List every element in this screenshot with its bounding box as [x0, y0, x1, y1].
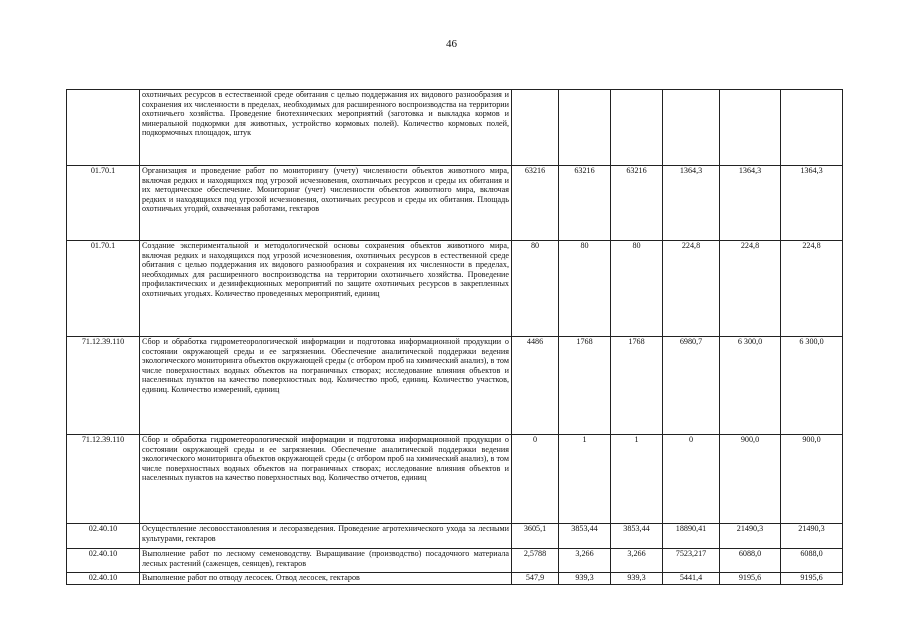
row-value-4: 6980,7 — [663, 337, 720, 435]
table-row — [67, 166, 843, 241]
row-value-6: 1364,3 — [781, 166, 843, 241]
row-value-3 — [611, 90, 663, 166]
row-value-1: 547,9 — [512, 573, 559, 585]
row-value-6 — [781, 90, 843, 166]
row-value-3: 3,266 — [611, 549, 663, 573]
row-value-3: 80 — [611, 241, 663, 337]
row-value-1: 63216 — [512, 166, 559, 241]
row-value-2 — [559, 90, 611, 166]
table-row — [67, 549, 843, 573]
row-code: 02.40.10 — [67, 524, 140, 549]
row-code: 02.40.10 — [67, 573, 140, 585]
row-code: 02.40.10 — [67, 549, 140, 573]
row-description: Выполнение работ по отводу лесосек. Отвод лесосек, гектаров — [140, 573, 512, 585]
row-value-2: 80 — [559, 241, 611, 337]
row-value-1: 0 — [512, 435, 559, 524]
row-value-5: 900,0 — [720, 435, 781, 524]
row-value-6: 9195,6 — [781, 573, 843, 585]
row-value-5: 1364,3 — [720, 166, 781, 241]
row-code: 71.12.39.110 — [67, 435, 140, 524]
row-value-5: 224,8 — [720, 241, 781, 337]
row-value-5: 9195,6 — [720, 573, 781, 585]
page-number: 46 — [446, 38, 457, 50]
row-value-4: 5441,4 — [663, 573, 720, 585]
row-value-2: 1768 — [559, 337, 611, 435]
row-description: охотничьих ресурсов в естественной среде обитания с целью поддержания их видового разнообразия и сохранения их численности в пределах, необходимых для расширенного воспроизводства на территории охотничьего хозяйства. Проведение биотехнических мероприятий (заготовка и выкладка кормов и минеральной подкормки для животных, устройство кормовых полей). Количество кормовых полей, подкормочных площадок, штук — [140, 90, 512, 166]
table-row — [67, 573, 843, 585]
row-value-5: 21490,3 — [720, 524, 781, 549]
table-row — [67, 337, 843, 435]
row-value-3: 1768 — [611, 337, 663, 435]
row-description: Сбор и обработка гидрометеорологической информации и подготовка информационной продукции о состоянии окружающей среды и ее загрязнении. Обеспечение аналитической поддержки ведения экологического мониторинга объектов окружающей среды (с отбором проб на химический анализ), в том числе поверхностных водных объектов на пограничных створах; исследование влияния объектов и населенных пунктов на качество поверхностных вод. Количество отчетов, единиц — [140, 435, 512, 524]
row-value-4: 1364,3 — [663, 166, 720, 241]
row-value-1: 3605,1 — [512, 524, 559, 549]
table-row — [67, 435, 843, 524]
row-value-2: 63216 — [559, 166, 611, 241]
row-value-6: 21490,3 — [781, 524, 843, 549]
row-value-1 — [512, 90, 559, 166]
row-value-6: 6 300,0 — [781, 337, 843, 435]
row-value-4: 7523,217 — [663, 549, 720, 573]
row-description: Создание экспериментальной и методологической основы сохранения объектов животного мира, включая редких и находящихся под угрозой исчезновения, охотничьих ресурсов в естественной среде обитания с целью поддержания их видового разнообразия и сохранения их численности в пределах, необходимых для расширенного воспроизводства на территории охотничьего хозяйства. Проведение профилактических и дезинфекционных мероприятий по защите охотничьих ресурсов в закрепленных охотничьих угодьях. Количество проведенных мероприятий, единиц — [140, 241, 512, 337]
row-value-2: 3,266 — [559, 549, 611, 573]
row-value-3: 939,3 — [611, 573, 663, 585]
row-value-2: 1 — [559, 435, 611, 524]
row-code: 71.12.39.110 — [67, 337, 140, 435]
table-row — [67, 241, 843, 337]
table-row — [67, 524, 843, 549]
row-description: Осуществление лесовосстановления и лесоразведения. Проведение агротехнического ухода за лесными культурами, гектаров — [140, 524, 512, 549]
row-value-1: 4486 — [512, 337, 559, 435]
row-value-3: 3853,44 — [611, 524, 663, 549]
row-code: 01.70.1 — [67, 241, 140, 337]
row-value-6: 224,8 — [781, 241, 843, 337]
row-description: Организация и проведение работ по мониторингу (учету) численности объектов животного мира, включая редких и находящихся под угрозой исчезновения, охотничьих ресурсов и среды их обитания и их методическое обеспечение. Мониторинг (учет) численности объектов животного мира, включая редких и находящихся под угрозой исчезновения, охотничьих ресурсов и среды их обитания. Площадь охотничьих угодий, охваченная работами, гектаров — [140, 166, 512, 241]
row-value-4 — [663, 90, 720, 166]
row-value-5 — [720, 90, 781, 166]
row-value-1: 2,5788 — [512, 549, 559, 573]
row-code: 01.70.1 — [67, 166, 140, 241]
row-value-1: 80 — [512, 241, 559, 337]
table-body — [67, 90, 843, 585]
row-value-5: 6 300,0 — [720, 337, 781, 435]
row-value-3: 63216 — [611, 166, 663, 241]
table-row — [67, 90, 843, 166]
row-code — [67, 90, 140, 166]
row-value-6: 6088,0 — [781, 549, 843, 573]
row-value-5: 6088,0 — [720, 549, 781, 573]
row-value-3: 1 — [611, 435, 663, 524]
row-value-4: 0 — [663, 435, 720, 524]
row-description: Сбор и обработка гидрометеорологической информации и подготовка информационной продукции о состоянии окружающей среды и ее загрязнении. Обеспечение аналитической поддержки ведения экологического мониторинга объектов окружающей среды (с отбором проб на химический анализ), в том числе поверхностных водных объектов на пограничных створах; исследование влияния объектов и населенных пунктов на качество поверхностных вод. Количество проб, единиц. Количество участков, единиц. Количество измерений, единиц — [140, 337, 512, 435]
row-value-4: 224,8 — [663, 241, 720, 337]
row-description: Выполнение работ по лесному семеноводству. Выращивание (производство) посадочного материала лесных растений (саженцев, сеянцев), гектаров — [140, 549, 512, 573]
row-value-2: 3853,44 — [559, 524, 611, 549]
row-value-2: 939,3 — [559, 573, 611, 585]
row-value-6: 900,0 — [781, 435, 843, 524]
row-value-4: 18890,41 — [663, 524, 720, 549]
budget-table — [66, 89, 843, 585]
